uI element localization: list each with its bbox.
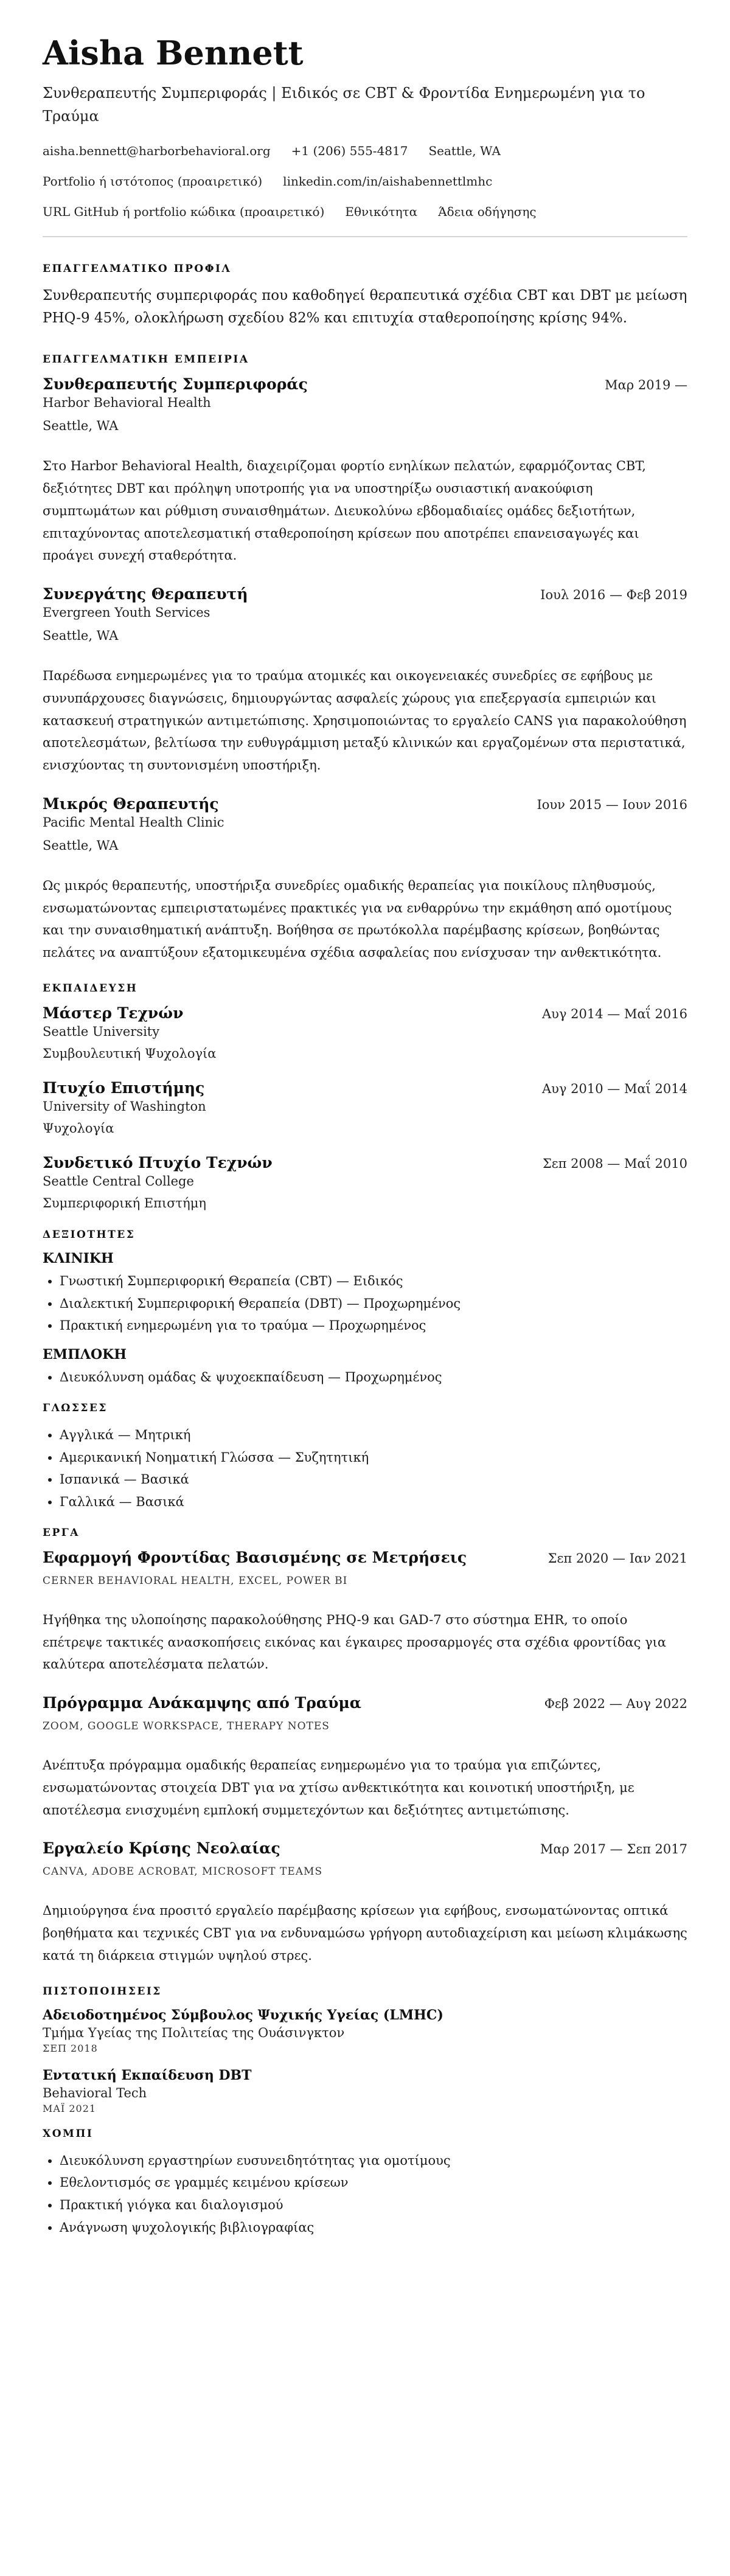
job-org: Pacific Mental Health Clinic bbox=[43, 814, 224, 830]
contact-ethnicity: Εθνικότητα bbox=[345, 204, 418, 219]
project-dates: Φεβ 2022 — Αυγ 2022 bbox=[544, 1696, 687, 1712]
education-title: ΕΚΠΑΙΔΕΥΣΗ bbox=[43, 982, 138, 995]
project-dates: Μαρ 2017 — Σεπ 2017 bbox=[540, 1842, 687, 1857]
job-dates: Μαρ 2019 — bbox=[605, 378, 687, 393]
education-dates: Αυγ 2014 — Μαΐ 2016 bbox=[542, 1006, 687, 1021]
header-divider bbox=[43, 236, 687, 237]
skill-category: ΕΜΠΛΟΚΗ bbox=[43, 1347, 127, 1363]
certifications-title: ΠΙΣΤΟΠΟΙΗΣΕΙΣ bbox=[43, 1985, 162, 1998]
skill-item: • Διευκόλυνση ομάδας & ψυχοεκπαίδευση — Προχωρημένος bbox=[60, 1366, 687, 1389]
language-item: • Γαλλικά — Βασικά bbox=[60, 1491, 687, 1513]
degree: Συνδετικό Πτυχίο Τεχνών bbox=[43, 1153, 273, 1172]
project-description: Δημιούργησα ένα προσιτό εργαλείο παρέμβασης κρίσεων για εφήβους, ενσωματώνοντας οπτικά βοηθήματα και τεχνικές CBT για να ενδυναμώσω γρήγορη αυτοδιαχείριση και μείωση κλιμάκωσης κατά τη διάρκεια στιγμών υψηλού στρες. bbox=[43, 1903, 687, 1963]
project-description: Ανέπτυξα πρόγραμμα ομαδικής θεραπείας ενημερωμένο για το τραύμα για επιζώντες, ενσωματώνοντας στοιχεία DBT για να χτίσω ανθεκτικότητα και κοινοτική υποστήριξη, με αποτέλεσμα ενισχυμένη εμπλοκή συμμετεχόντων και δεξιότητες αντιμετώπισης. bbox=[43, 1758, 634, 1817]
certification-entry bbox=[43, 2067, 687, 2114]
job-description: Παρέδωσα ενημερωμένες για το τραύμα ατομικές και οικογενειακές συνεδρίες σε εφήβους με συνυπάρχουσες διαγνώσεις, δημιουργώντας ασφαλείς χώρους για επεξεργασία εμπειριών και κατασκευή στρατηγικών αντιμετώπισης. Χρησιμοποιώντας το εργαλείο CANS για παρακολούθηση αποτελεσμάτων, βελτίωσα την ευθυγράμμιση μεταξύ κλινικών και εργαζομένων στα περιστατικά, ενισχύοντας τη συντονισμένη υποστήριξη. bbox=[43, 668, 687, 773]
project-tech: CERNER BEHAVIORAL HEALTH, EXCEL, POWER BI bbox=[43, 1574, 348, 1587]
project-name: Εργαλείο Κρίσης Νεολαίας bbox=[43, 1839, 280, 1858]
degree: Μάστερ Τεχνών bbox=[43, 1004, 184, 1022]
education-entry bbox=[43, 1079, 687, 1136]
certification-org: Behavioral Tech bbox=[43, 2085, 147, 2100]
language-item: • Αμερικανική Νοηματική Γλώσσα — Συζητητική bbox=[60, 1446, 687, 1469]
hobby-item: • Διευκόλυνση εργαστηρίων ευσυνειδητότητας για ομοτίμους bbox=[60, 2150, 687, 2172]
project-entry bbox=[43, 1694, 687, 1821]
projects-title: ΕΡΓΑ bbox=[43, 1526, 80, 1539]
certification-name: Αδειοδοτημένος Σύμβουλος Ψυχικής Υγείας (LMHC) bbox=[43, 2007, 443, 2023]
contact-row-3 bbox=[43, 202, 687, 221]
certification-date: ΣΕΠ 2018 bbox=[43, 2042, 98, 2054]
contact-license: Άδεια οδήγησης bbox=[438, 204, 537, 219]
job-title: Συνθεραπευτής Συμπεριφοράς bbox=[43, 375, 308, 394]
project-name: Πρόγραμμα Ανάκαμψης από Τραύμα bbox=[43, 1694, 361, 1712]
contact-email[interactable]: aisha.bennett@harborbehavioral.org bbox=[43, 143, 271, 158]
contact-portfolio[interactable]: Portfolio ή ιστότοπος (προαιρετικό) bbox=[43, 173, 263, 189]
headline: Συνθεραπευτής Συμπεριφοράς | Ειδικός σε CBT & Φροντίδα Ενημερωμένη για το Τραύμα bbox=[43, 85, 645, 125]
language-list bbox=[43, 1424, 687, 1513]
job-org: Harbor Behavioral Health bbox=[43, 395, 211, 411]
job-org: Evergreen Youth Services bbox=[43, 605, 210, 620]
hobby-item: • Πρακτική γιόγκα και διαλογισμού bbox=[60, 2194, 687, 2217]
project-entry bbox=[43, 1549, 687, 1676]
experience-entry bbox=[43, 795, 687, 964]
language-item: • Αγγλικά — Μητρική bbox=[60, 1424, 687, 1446]
job-location: Seattle, WA bbox=[43, 418, 119, 434]
degree: Πτυχίο Επιστήμης bbox=[43, 1078, 205, 1097]
hobby-list bbox=[43, 2150, 687, 2239]
project-tech: ZOOM, GOOGLE WORKSPACE, THERAPY NOTES bbox=[43, 1720, 330, 1733]
school: University of Washington bbox=[43, 1099, 206, 1114]
project-dates: Σεπ 2020 — Ιαν 2021 bbox=[548, 1550, 687, 1566]
skill-list bbox=[43, 1270, 687, 1337]
summary-title: ΕΠΑΓΓΕΛΜΑΤΙΚΟ ΠΡΟΦΙΛ bbox=[43, 262, 232, 275]
skill-item: • Διαλεκτική Συμπεριφορική Θεραπεία (DBT) — Προχωρημένος bbox=[60, 1293, 687, 1315]
education-entry bbox=[43, 1154, 687, 1210]
certification-name: Εντατική Εκπαίδευση DBT bbox=[43, 2067, 252, 2083]
school: Seattle University bbox=[43, 1024, 160, 1039]
education-entry bbox=[43, 1004, 687, 1061]
contact-row-1 bbox=[43, 141, 687, 161]
languages-title: ΓΛΩΣΣΕΣ bbox=[43, 1401, 108, 1414]
project-entry bbox=[43, 1839, 687, 1967]
field-of-study: Συμπεριφορική Επιστήμη bbox=[43, 1195, 206, 1210]
skill-item: • Πρακτική ενημερωμένη για το τραύμα — Προχωρημένος bbox=[60, 1314, 687, 1337]
summary-text: Συνθεραπευτής συμπεριφοράς που καθοδηγεί θεραπευτικά σχέδια CBT και DBT με μείωση PHQ-9 45%, ολοκλήρωση σχεδίου 82% και επιτυχία σταθεροποίησης κρίσης 94%. bbox=[43, 287, 687, 326]
field-of-study: Συμβουλευτική Ψυχολογία bbox=[43, 1046, 217, 1061]
experience-title: ΕΠΑΓΓΕΛΜΑΤΙΚΗ ΕΜΠΕΙΡΙΑ bbox=[43, 353, 249, 366]
hobby-item: • Εθελοντισμός σε γραμμές κειμένου κρίσεων bbox=[60, 2172, 687, 2194]
project-description: Ηγήθηκα της υλοποίησης παρακολούθησης PHQ-9 και GAD-7 στο σύστημα EHR, το οποίο επέτρεψε τακτικές ανασκοπήσεις εικόνας και έγκαιρες προσαρμογές στα σχέδια φροντίδας για καλύτερα αποτελέσματα πελατών. bbox=[43, 1612, 667, 1672]
hobby-item: • Ανάγνωση ψυχολογικής βιβλιογραφίας bbox=[60, 2217, 687, 2239]
job-description: Στο Harbor Behavioral Health, διαχειρίζομαι φορτίο ενηλίκων πελατών, εφαρμόζοντας CBT, δεξιότητες DBT και πρόληψη υποτροπής για να υποστηρίξω ουσιαστική ανακούφιση συμπτωμάτων και ρύθμιση συναισθημάτων. Διευκολύνω εβδομαδιαίες ομάδες δεξιοτήτων, επιταχύνοντας αποτελεσματική σταθεροποίηση κρίσεων που αποτρέπει επανεισαγωγές και προάγει συνεχή σταθερότητα. bbox=[43, 459, 646, 563]
certification-date: ΜΑΪ 2021 bbox=[43, 2102, 97, 2114]
skill-list bbox=[43, 1366, 687, 1389]
school: Seattle Central College bbox=[43, 1173, 194, 1189]
contact-phone[interactable]: +1 (206) 555-4817 bbox=[291, 143, 408, 158]
experience-entry bbox=[43, 375, 687, 567]
field-of-study: Ψυχολογία bbox=[43, 1120, 114, 1136]
education-dates: Σεπ 2008 — Μαΐ 2010 bbox=[542, 1156, 687, 1171]
job-location: Seattle, WA bbox=[43, 838, 119, 853]
skills-title: ΔΕΞΙΟΤΗΤΕΣ bbox=[43, 1228, 136, 1241]
contact-linkedin[interactable]: linkedin.com/in/aishabennettlmhc bbox=[283, 173, 493, 189]
project-tech: CANVA, ADOBE ACROBAT, MICROSOFT TEAMS bbox=[43, 1866, 323, 1878]
job-title: Μικρός Θεραπευτής bbox=[43, 794, 219, 813]
candidate-name: Aisha Bennett bbox=[43, 33, 304, 72]
contact-github[interactable]: URL GitHub ή portfolio κώδικα (προαιρετικό) bbox=[43, 204, 325, 219]
experience-entry bbox=[43, 585, 687, 777]
certification-entry bbox=[43, 2007, 687, 2054]
project-name: Εφαρμογή Φροντίδας Βασισμένης σε Μετρήσεις bbox=[43, 1548, 467, 1566]
skill-category: ΚΛΙΝΙΚΗ bbox=[43, 1250, 114, 1266]
contact-location: Seattle, WA bbox=[428, 143, 501, 158]
job-description: Ως μικρός θεραπευτής, υποστήριξα συνεδρίες ομαδικής θεραπείας για ποικίλους πληθυσμούς, ενσωματώνοντας εμπειριστατωμένες πρακτικές για να ενθαρρύνω την εκμάθηση από ομοτίμους και την συναισθηματική ανάπτυξη. Βοήθησα σε πρωτόκολλα παρέμβασης κρίσεων, βοηθώντας πελάτες να αναπτύξουν εξατομικευμένα σχέδια ασφαλείας που ενίσχυσαν την ανθεκτικότητα. bbox=[43, 878, 672, 960]
language-item: • Ισπανικά — Βασικά bbox=[60, 1468, 687, 1491]
job-dates: Ιουλ 2016 — Φεβ 2019 bbox=[540, 588, 687, 603]
job-dates: Ιουν 2015 — Ιουν 2016 bbox=[537, 797, 687, 812]
skill-item: • Γνωστική Συμπεριφορική Θεραπεία (CBT) — Ειδικός bbox=[60, 1270, 687, 1293]
education-dates: Αυγ 2010 — Μαΐ 2014 bbox=[542, 1081, 687, 1096]
hobbies-title: ΧΟΜΠΙ bbox=[43, 2127, 94, 2140]
job-title: Συνεργάτης Θεραπευτή bbox=[43, 585, 248, 603]
certification-org: Τμήμα Υγείας της Πολιτείας της Ουάσινγκτον bbox=[43, 2025, 345, 2040]
job-location: Seattle, WA bbox=[43, 628, 119, 644]
contact-row-2 bbox=[43, 172, 687, 191]
